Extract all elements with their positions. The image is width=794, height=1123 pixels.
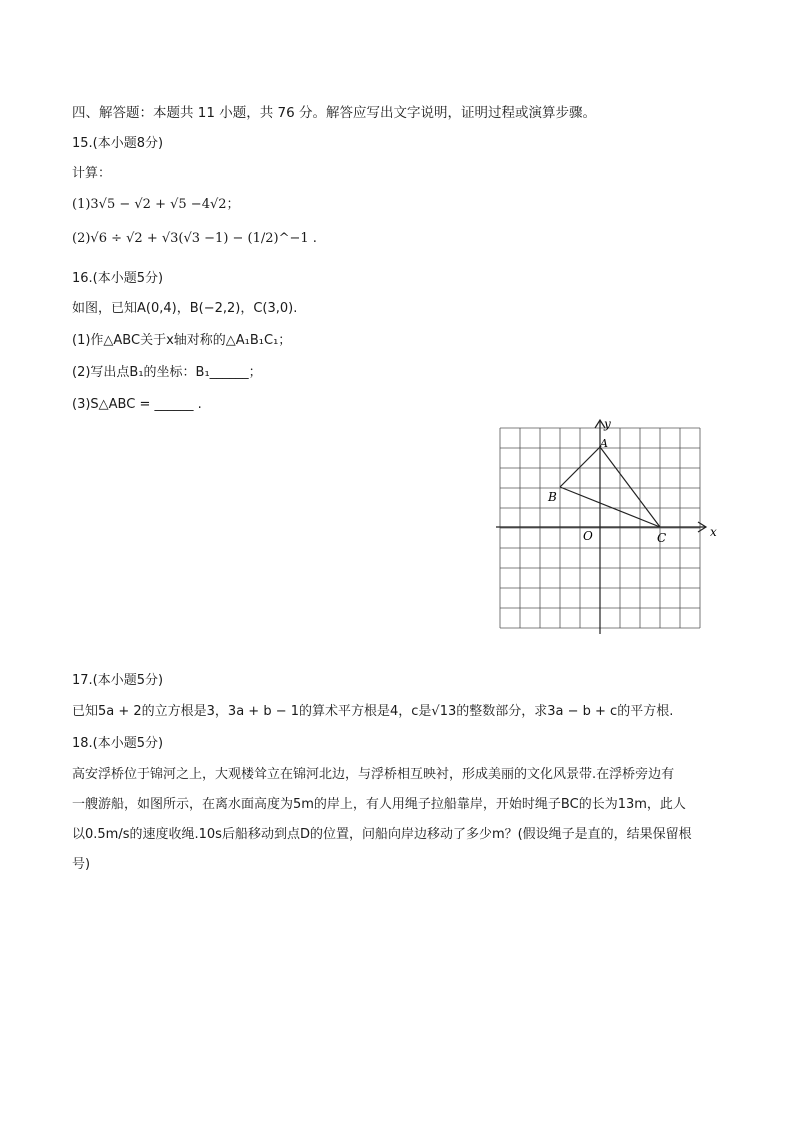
q15-instruction: 计算： <box>72 166 112 181</box>
label-c: C <box>657 531 667 545</box>
q16-part3: (3)S△ABC = ______ . <box>72 397 202 412</box>
q16-header: 16.(本小题5分) <box>72 271 164 286</box>
q17-text: 已知5a + 2的立方根是3，3a + b − 1的算术平方根是4，c是√13的整数部分，求3a − b + c的平方根. <box>72 704 674 719</box>
q15-header: 15.(本小题8分) <box>72 136 164 151</box>
q16-given: 如图，已知A(0,4)，B(−2,2)，C(3,0). <box>72 301 298 316</box>
q15-part2: (2)√6 ÷ √2 + √3(√3 −1) − (1/2)^−1 . <box>72 231 317 246</box>
q15-part1: (1)3√5 − √2 + √5 −4√2； <box>72 197 240 212</box>
q16-part1: (1)作△ABC关于x轴对称的△A₁B₁C₁； <box>72 333 292 348</box>
q18-line4: 号) <box>72 857 91 872</box>
x-axis <box>496 522 706 532</box>
triangle-abc <box>560 447 660 527</box>
label-b: B <box>548 490 557 504</box>
q18-line3: 以0.5m/s的速度收绳.10s后船移动到点D的位置，问船向岸边移动了多少m？(假设绳子是直的，结果保留根 <box>72 827 692 842</box>
q18-header: 18.(本小题5分) <box>72 736 164 751</box>
label-a: A <box>600 437 608 450</box>
q16-part2: (2)写出点B₁的坐标：B₁______； <box>72 365 262 380</box>
coordinate-figure <box>490 416 730 646</box>
label-o: O <box>583 529 593 543</box>
q18-line1: 高安浮桥位于锦河之上，大观楼耸立在锦河北边，与浮桥相互映衬，形成美丽的文化风景带.在浮桥旁边有 <box>72 767 675 782</box>
label-x: x <box>710 525 717 539</box>
q17-header: 17.(本小题5分) <box>72 673 164 688</box>
label-y: y <box>604 417 611 431</box>
section-header: 四、解答题：本题共 11 小题，共 76 分。解答应写出文字说明，证明过程或演算步骤。 <box>72 105 597 121</box>
q18-line2: 一艘游船，如图所示，在离水面高度为5m的岸上，有人用绳子拉船靠岸，开始时绳子BC的长为13m，此人 <box>72 797 686 812</box>
